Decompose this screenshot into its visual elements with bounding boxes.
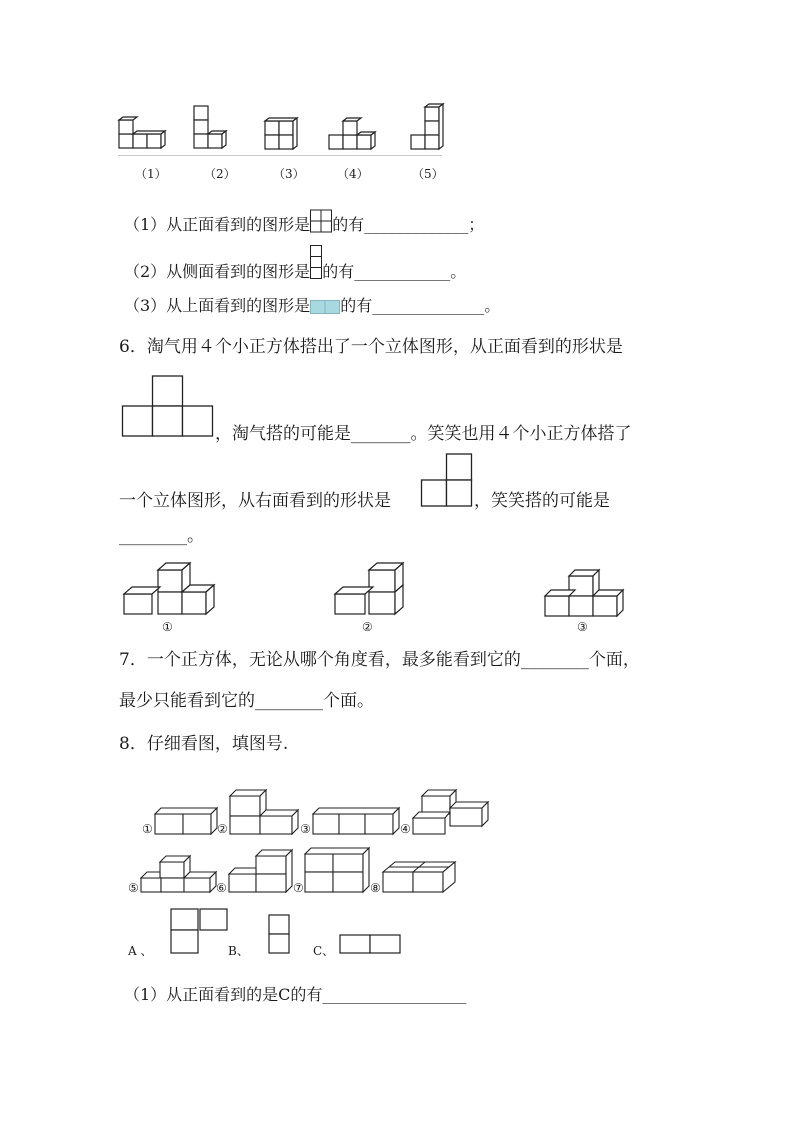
- q8-figure-8-solid: [382, 858, 458, 894]
- q8-choice-c-shape: [339, 934, 401, 954]
- q8-figure-7-label: ⑦: [293, 881, 304, 895]
- q8-title: 8．仔细看图，填图号.: [119, 734, 289, 754]
- q8-figure-6-solid: [228, 848, 296, 894]
- q5-figure-1: [118, 116, 166, 152]
- q6-option-2-label: ②: [362, 620, 373, 634]
- two-squares-front-icon: [310, 209, 332, 233]
- q6-line-1: 6．淘气用４个小正方体搭出了一个立体图形，从正面看到的形状是: [119, 337, 623, 357]
- q6-option-1-solid: [122, 560, 220, 616]
- q5-figure-4: [328, 117, 380, 153]
- q6-option-3-solid: [543, 566, 629, 618]
- q5-figure-2: [193, 104, 229, 152]
- q8-figure-2-label: ②: [217, 822, 228, 836]
- q5-line-3-suffix: 的有______________。: [340, 296, 501, 315]
- q5-line-3: [124, 296, 500, 316]
- q6-line-2: ，淘气搭的可能是_______。笑笑也用４个小正方体搭了: [215, 424, 632, 444]
- q8-figure-5-solid: [140, 854, 220, 894]
- stacked-squares-side-icon: [310, 245, 322, 279]
- q6-line-4: ________。: [119, 526, 204, 546]
- q5-line-2-prefix: （2）从侧面看到的图形是: [124, 262, 311, 281]
- q5-figure-5: [410, 103, 446, 153]
- q8-figure-1-label: ①: [142, 822, 153, 836]
- q5-caption-5: （5）: [412, 167, 444, 181]
- q8-figure-4-label: ④: [400, 822, 411, 836]
- q6-option-3-label: ③: [577, 620, 588, 634]
- q5-line-2-suffix: 的有____________。: [322, 262, 467, 281]
- q5-caption-4: （4）: [337, 167, 369, 181]
- q5-caption-1: （1）: [135, 167, 167, 181]
- q8-figure-1-solid: [154, 806, 218, 836]
- q8-figure-8-label: ⑧: [370, 881, 381, 895]
- q5-caption-2: （2）: [204, 167, 236, 181]
- highlighted-squares-top-icon: [310, 299, 340, 315]
- q6-option-1-label: ①: [162, 620, 173, 634]
- q8-choice-a-shape: [170, 908, 228, 954]
- q7-line-2: 最少只能看到它的________个面。: [119, 691, 374, 711]
- q8-choice-b-label: B、: [228, 944, 249, 958]
- q7-line-1: 7．一个正方体，无论从哪个角度看，最多能看到它的________个面，: [119, 650, 640, 670]
- q8-figure-3-label: ③: [300, 822, 311, 836]
- q5-caption-3: （3）: [273, 167, 305, 181]
- q5-line-1: [124, 215, 484, 235]
- q8-choice-c-label: C、: [313, 944, 335, 958]
- q8-figure-7-solid: [304, 846, 374, 894]
- q6-front-view-shape: [122, 375, 214, 437]
- q6-line-3b: ，笑笑搭的可能是: [474, 491, 610, 511]
- q5-line-1-suffix: 的有_____________；: [332, 215, 485, 234]
- q8-choice-a-label: A 、: [128, 944, 153, 958]
- q5-figure-baseline: [118, 155, 442, 156]
- q5-line-1-prefix: （1）从正面看到的图形是: [124, 215, 311, 234]
- q8-figure-6-label: ⑥: [216, 881, 227, 895]
- q5-figure-3: [264, 117, 300, 153]
- q6-option-2-solid: [333, 560, 407, 616]
- q8-choice-b-shape: [268, 914, 290, 954]
- q5-line-2: [124, 262, 466, 282]
- q8-figure-4-solid: [412, 788, 490, 836]
- q8-figure-2-solid: [229, 788, 301, 836]
- q8-sub-question-1: （1）从正面看到的是C的有__________________: [124, 985, 467, 1004]
- q6-right-view-shape: [421, 453, 473, 507]
- q6-line-3a: 一个立体图形，从右面看到的形状是: [119, 491, 391, 511]
- q8-figure-3-solid: [312, 806, 404, 836]
- q5-line-3-prefix: （3）从上面看到的图形是: [124, 296, 311, 315]
- q8-figure-5-label: ⑤: [128, 881, 139, 895]
